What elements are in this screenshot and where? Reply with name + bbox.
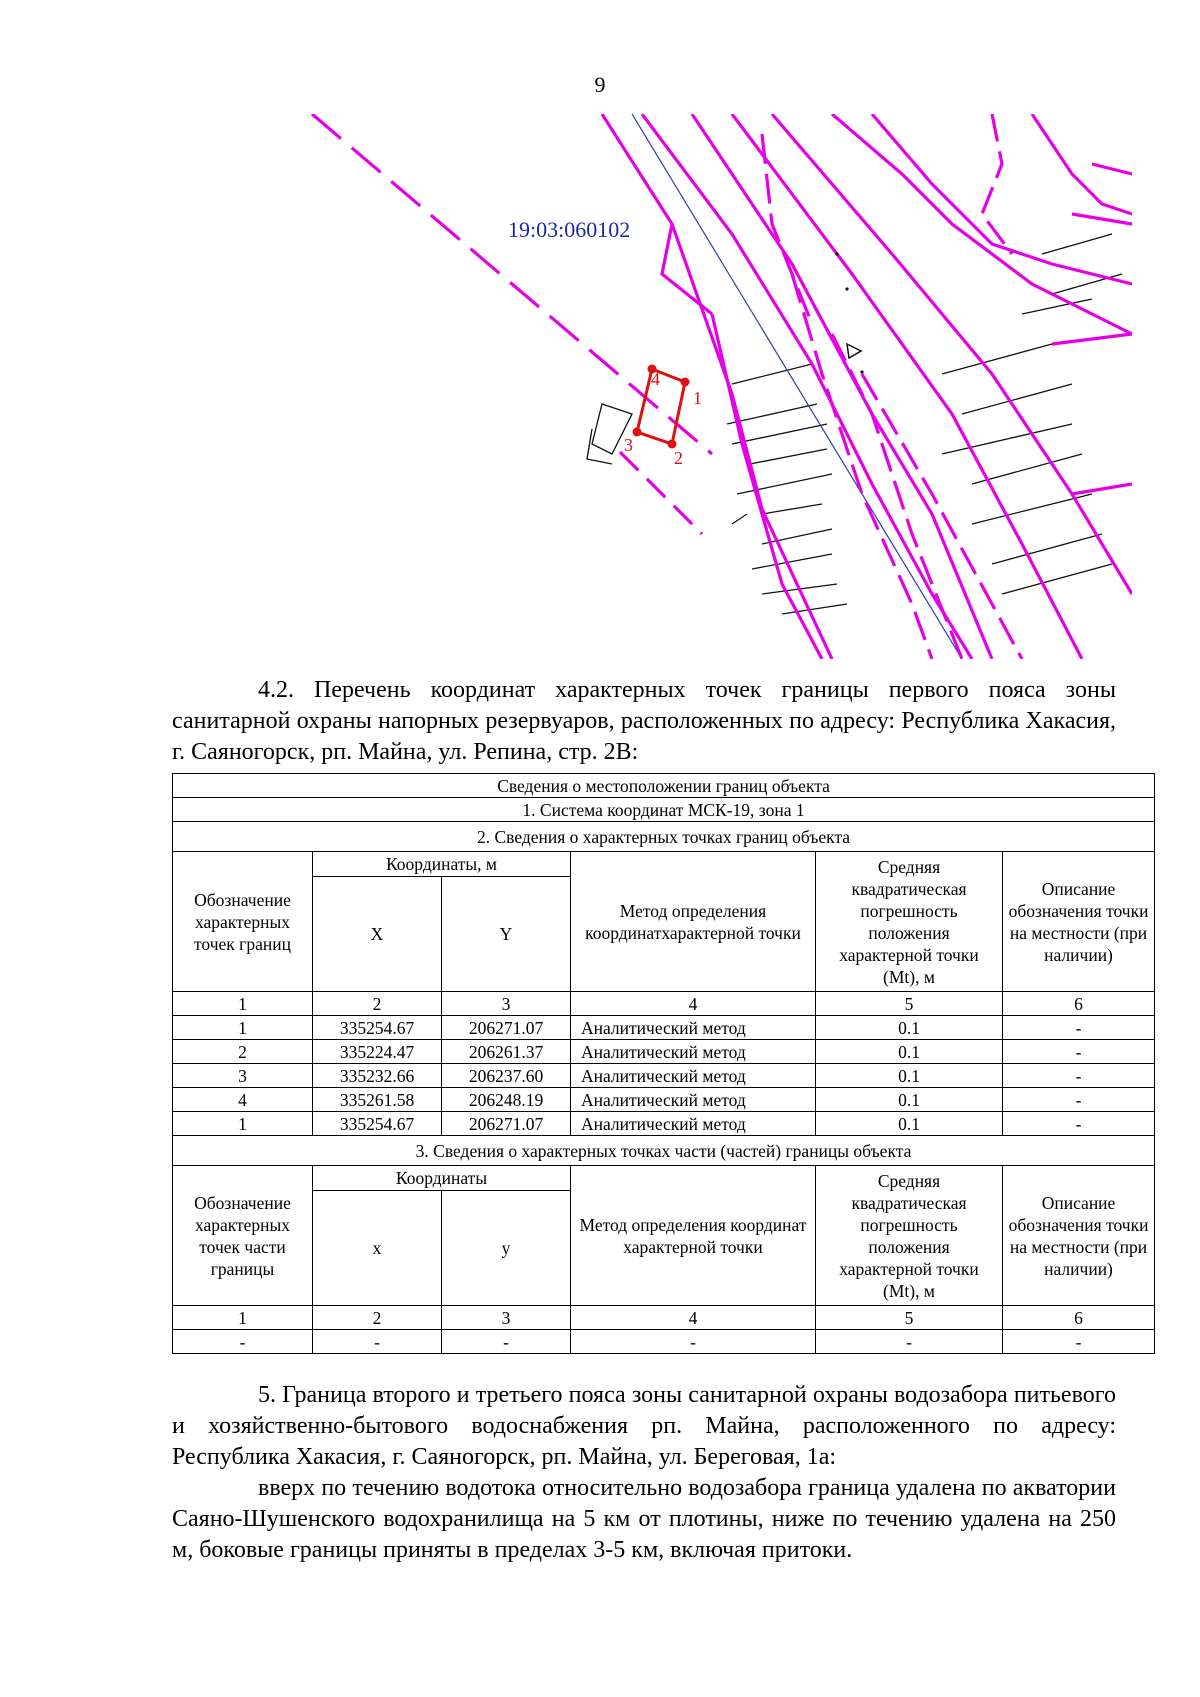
plot-polygon (633, 365, 690, 449)
header3-y: y (442, 1191, 571, 1306)
header-coordinates: Координаты, м (313, 852, 571, 877)
parcel-outlines (587, 234, 1122, 614)
header-error: Средняя квадратическая погрешность положения характерной точки (Mt), м (816, 852, 1003, 992)
cadastral-block-label: 19:03:060102 (508, 217, 631, 242)
coordinates-table (172, 773, 1155, 1354)
table-row: - - - - - - (173, 1330, 1155, 1354)
header3-error: Средняя квадратическая погрешность положения характерной точки (Mt), м (816, 1166, 1003, 1306)
point-label-1: 1 (693, 388, 702, 408)
table-row: 1 335254.67 206271.07 Аналитический метод 0.1 - (173, 1112, 1155, 1136)
header3-method: Метод определения координат характерной точки (571, 1166, 816, 1306)
point-3-marker (633, 428, 642, 437)
section3-title: 3. Сведения о характерных точках части (частей) границы объекта (173, 1136, 1155, 1166)
point-label-3: 3 (624, 435, 633, 455)
page-number: 9 (594, 72, 606, 97)
header3-x: x (313, 1191, 442, 1306)
section-5-body-paragraph: вверх по течению водотока относительно водозабора граница удалена по акватории Саяно-Шушенского водохранилища на 5 км от плотины, ниже по течению удалена на 250 м, боковые границы приняты в пределах 3-5 км, включая притоки. (172, 1475, 1116, 1563)
point-label-4: 4 (651, 369, 660, 389)
header3-description: Описание обозначения точки на местности (при наличии) (1003, 1166, 1155, 1306)
triangle-marker-icon (847, 344, 861, 358)
table-title-row (173, 774, 1155, 798)
section-5-paragraph: 5. Граница второго и третьего пояса зоны санитарной охраны водозабора питьевого и хозяйственно-бытового водоснабжения рп. Майна, расположенного по адресу: Республика Хакасия, г. Саяногорск, рп. Майна, ул. Береговая, 1а: (172, 1382, 1116, 1470)
table-row: 2 335224.47 206261.37 Аналитический метод 0.1 - (173, 1040, 1155, 1064)
table-title: Сведения о местоположении границ объекта (173, 774, 1155, 798)
table-row: 3 335232.66 206237.60 Аналитический метод 0.1 - (173, 1064, 1155, 1088)
zone-boundaries (312, 114, 1132, 659)
header3-designation: Обозначение характерных точек части границы (173, 1166, 313, 1306)
header3-coordinates: Координаты (313, 1166, 571, 1191)
cadastral-map (172, 114, 1132, 659)
header-designation: Обозначение характерных точек границ (173, 852, 313, 992)
point-label-2: 2 (674, 448, 683, 468)
header-x: X (313, 877, 442, 992)
header-description: Описание обозначения точки на местности (при наличии) (1003, 852, 1155, 992)
road-axis-line (632, 114, 962, 659)
header-y: Y (442, 877, 571, 992)
header-method: Метод определения координатхарактерной точки (571, 852, 816, 992)
point-1-marker (681, 378, 690, 387)
section2-title: 2. Сведения о характерных точках границ объекта (173, 822, 1155, 852)
table-row: 4 335261.58 206248.19 Аналитический метод 0.1 - (173, 1088, 1155, 1112)
column-number-row: 1 2 3 4 5 6 (173, 1306, 1155, 1330)
table-row: 1 335254.67 206271.07 Аналитический метод 0.1 - (173, 1016, 1155, 1040)
coordinate-system: 1. Система координат МСК-19, зона 1 (173, 798, 1155, 822)
section-4-2-paragraph: 4.2. Перечень координат характерных точек границы первого пояса зоны санитарной охраны напорных резервуаров, расположенных по адресу: Республика Хакасия, г. Саяногорск, рп. Майна, ул. Репина, стр. 2В: (172, 677, 1116, 765)
column-number-row: 1 2 3 4 5 6 (173, 992, 1155, 1016)
